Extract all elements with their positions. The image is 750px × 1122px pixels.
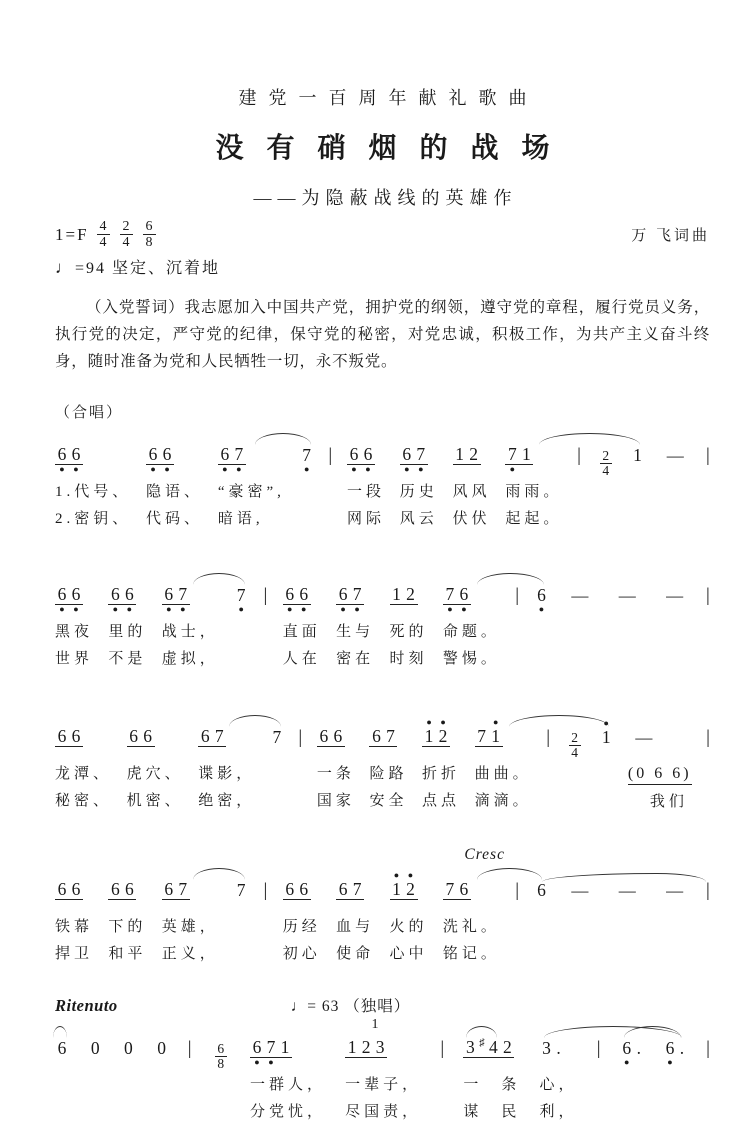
note: 7 (352, 584, 362, 604)
note: 1 (521, 444, 531, 464)
score-line-1 (55, 435, 710, 529)
note-group: 6 7 1 ● ● 一群人， 分党忧， (250, 1028, 326, 1122)
lyric-line2: 时刻 (389, 651, 428, 667)
note: . (679, 1038, 685, 1058)
note: 2 (502, 1037, 512, 1057)
ts-denominator: 4 (99, 235, 107, 250)
lyric-line2: 警惕。 (442, 651, 500, 667)
lyric-line2: 利， (539, 1104, 578, 1120)
note: 6 (363, 444, 373, 464)
note: 6 (111, 584, 120, 604)
lyric-line1: 黑夜 (55, 624, 94, 640)
lyric-line2: 我们 (649, 794, 688, 810)
note: 6 (338, 879, 348, 899)
lyric-line2: 秘密、 (55, 793, 113, 809)
ritenuto-label: Ritenuto (55, 996, 118, 1015)
note-group (540, 1028, 578, 1122)
note-group (345, 1028, 421, 1122)
lyric-line1: 直面 (282, 624, 321, 640)
lyric-line2: 不是 (108, 651, 147, 667)
rest-dash: — (666, 586, 684, 605)
lyric-line2: 暗语, (217, 511, 264, 527)
ts-denominator: 8 (145, 235, 153, 250)
note: 7 (352, 879, 362, 899)
note-group (336, 870, 374, 964)
barline: | (706, 727, 710, 748)
lyric-line1: 里的 (108, 624, 147, 640)
lyric-line2: 正义， (161, 946, 219, 962)
party-oath-paragraph: （入党誓词）我志愿加入中国共产党，拥护党的纲领，遵守党的章程，履行党员义务，执行党的决定，严守党的纪律，保守党的秘密，对党忠诚，积极工作，为共产主义奋斗终身，随时准备为党和人民牺牲一切，永不叛党。 (55, 299, 710, 370)
note: 6 (71, 584, 81, 604)
note: 2 (406, 584, 415, 604)
note: 3 (465, 1037, 475, 1057)
lyric-line2: 机密、 (126, 793, 184, 809)
lyric-line2: 滴滴。 (474, 793, 532, 809)
lyric-line1: 一条 (316, 766, 355, 782)
note: ● 2 (406, 870, 415, 899)
note: 7 (214, 726, 224, 746)
rest-dash: — (571, 881, 589, 900)
barline: | (706, 445, 710, 466)
lyric-line2: 分党忧， (249, 1104, 326, 1120)
note-group: 6 7 ● ● “豪密”, 暗语, (218, 435, 285, 529)
note: 7 (272, 727, 282, 747)
note: 6 (333, 726, 343, 746)
note: 6 (459, 584, 469, 604)
note: 3 (542, 1038, 551, 1058)
time-signature: 2 4 (596, 435, 616, 473)
lyric-line2: 虚拟， (161, 651, 219, 667)
note: 4 (488, 1037, 498, 1057)
time-signature (143, 220, 156, 249)
lyric-line2: 密在 (336, 651, 375, 667)
lyric-line1: 铁幕 (55, 919, 94, 935)
note-group (127, 717, 184, 811)
barline: | (515, 880, 520, 901)
note: ● 2 (438, 717, 448, 746)
note: 7 (234, 444, 244, 464)
barline: | (298, 727, 303, 748)
note-group: 6 ● (534, 575, 548, 613)
note-group (155, 1028, 169, 1066)
note-group (88, 1028, 102, 1066)
lyric-line1: 战士， (161, 624, 219, 640)
page-number: 1 (371, 1017, 379, 1032)
note-group (390, 575, 428, 669)
rest-dash: — (571, 586, 589, 605)
lyric-line2: 人在 (282, 651, 321, 667)
note: ♯ (479, 1037, 485, 1049)
note: 6 (338, 584, 348, 604)
note-group: 7 6 ● ● 命题。 警惕。 (443, 575, 500, 669)
note: 1 (392, 584, 401, 604)
note-group: 6 6 ● ● 黑夜 世界 (55, 575, 93, 669)
barline: | (596, 1038, 601, 1059)
note: 0 (90, 1038, 100, 1058)
score-line-2 (55, 575, 710, 669)
note: 1 (633, 445, 642, 465)
note-group: 7 ● (300, 435, 314, 473)
note: 1 (280, 1037, 290, 1057)
note: ● 1 (491, 717, 501, 746)
time-signature (97, 220, 110, 249)
note: ● 1 (424, 717, 434, 746)
lyric-line1: 历史 (399, 484, 438, 500)
lyric-line2: 谋 民 (463, 1104, 521, 1120)
lyric-line1: 龙潭、 (55, 766, 113, 782)
note: 7 (236, 585, 246, 605)
lyric-line2: 捍卫 (55, 946, 94, 962)
note: 6 (537, 585, 546, 605)
note: 7 (266, 1037, 276, 1057)
note: 6 (402, 444, 412, 464)
note: 6 (164, 879, 174, 899)
lyric-line1: 一群人， (249, 1077, 326, 1093)
note: 6 (57, 1038, 67, 1058)
note: 7 (178, 879, 188, 899)
solo-tempo-label: ♩= 63 （独唱） (290, 998, 411, 1015)
note: 6 (162, 444, 172, 464)
lyric-line1: 历经 (282, 919, 321, 935)
ts-numerator: 4 (99, 219, 107, 234)
lyric-line1: “豪密”, (217, 484, 285, 500)
song-title: 没有硝烟的战场 (215, 133, 573, 164)
note-group (162, 870, 219, 964)
note: 6 (57, 726, 67, 746)
lyric-line1: 心， (539, 1077, 578, 1093)
barline: | (706, 1038, 710, 1059)
note-group: 6 6 ● ● 隐语、 代码、 (146, 435, 203, 529)
note-group: 6 6 ● ● 里的 不是 (108, 575, 146, 669)
note: 7 (302, 445, 312, 465)
lyric-line1: 火的 (389, 919, 428, 935)
rest-dash: — (0 6 6) 我们 (627, 728, 692, 810)
note: 6 (200, 726, 210, 746)
ts-numerator: 2 (122, 219, 130, 234)
note-group: 6 6 ● ● 直面 人在 (283, 575, 321, 669)
note: . (556, 1038, 561, 1058)
lyric-line2: 起起。 (505, 511, 563, 527)
rest-dash: — (618, 586, 636, 605)
note: 6 (299, 879, 309, 899)
barline: | (705, 585, 710, 606)
note-group (55, 717, 112, 811)
lyric-line1: 一 条 (463, 1077, 521, 1093)
note-group (108, 870, 146, 964)
note: 6 (349, 444, 359, 464)
note: 6 (319, 726, 329, 746)
note-group: 6 7 ● ● 历史 风云 (400, 435, 438, 529)
note: 6 (665, 1038, 675, 1058)
note: 6 (143, 726, 152, 746)
dedication-line: 建党一百周年献礼歌曲 (238, 88, 539, 108)
score-line-4 (55, 846, 710, 964)
lyric-line2: 初心 (282, 946, 321, 962)
lyric-line2: 点点 (422, 793, 461, 809)
lyric-line1: 血与 (336, 919, 375, 935)
note: 6 (125, 879, 134, 899)
barline: | (577, 445, 581, 466)
tempo-marking (55, 255, 710, 278)
barline: | (705, 880, 710, 901)
note: 6 (57, 584, 67, 604)
time-signature (120, 220, 133, 249)
lyric-line2: 世界 (55, 651, 94, 667)
note: 0 (124, 1038, 133, 1058)
lyric-line2: 代码、 (146, 511, 204, 527)
lyric-line1: 折折 (422, 766, 461, 782)
note: 6 (285, 584, 295, 604)
chorus-label: （合唱） (55, 405, 124, 421)
note-group (390, 870, 428, 964)
note-group (422, 717, 460, 811)
lyric-line1: 风风 (452, 484, 491, 500)
lyric-line1: 死的 (389, 624, 428, 640)
score-line-3 (55, 717, 710, 812)
key-label: 1=F (55, 224, 89, 244)
note: 7 (236, 880, 246, 900)
lyric-line2: 国家 (316, 793, 355, 809)
note: 1 (455, 444, 464, 464)
note-group: 7 ● (234, 575, 248, 613)
key-signature (55, 220, 166, 249)
lyric-line1: 英雄， (161, 919, 219, 935)
lyric-line2: 使命 (336, 946, 375, 962)
note: 6 (220, 444, 230, 464)
note: 6 (71, 879, 81, 899)
barline: | (440, 1038, 445, 1059)
note: 6 (459, 879, 469, 899)
meta-row (55, 220, 710, 249)
score-line-5 (55, 996, 710, 1122)
note-group: 6 6 ● ● 一段 网际 (347, 435, 385, 529)
note: 0 (157, 1038, 166, 1058)
lyric-line1: 洗礼。 (442, 919, 500, 935)
note: 7 (445, 879, 455, 899)
song-subtitle: ——为隐蔽战线的英雄作 (253, 188, 518, 208)
note-group (453, 435, 491, 529)
note-group: 6 . ● (663, 1028, 687, 1066)
lyric-line1: 命题。 (442, 624, 500, 640)
note: 7 (507, 444, 517, 464)
note-group (283, 870, 321, 964)
lyric-line1: 生与 (336, 624, 375, 640)
lyric-line2: 心中 (389, 946, 428, 962)
lyric-line2: 伏伏 (452, 511, 491, 527)
note-group: 7 1 ● 雨雨。 起起。 (505, 435, 562, 529)
note: ● 1 (601, 718, 611, 747)
lyric-line2: 风云 (399, 511, 438, 527)
lyric-line1: 隐语、 (146, 484, 204, 500)
note: 6 (285, 879, 295, 899)
composer-credit: 万 飞词曲 (631, 228, 710, 244)
note: 7 (445, 584, 455, 604)
note: 7 (416, 444, 426, 464)
lyric-line1: 谍影， (198, 766, 256, 782)
note-group (121, 1028, 135, 1066)
note: 6 (129, 726, 138, 746)
note: 6 (148, 444, 158, 464)
note-group (475, 717, 532, 811)
note: 7 (386, 726, 395, 746)
barline: | (263, 880, 268, 901)
note: 6 (57, 444, 67, 464)
time-signature: 2 4 (565, 717, 585, 755)
note-group (443, 870, 500, 964)
lyric-line2: 网际 (347, 511, 386, 527)
barline: | (546, 727, 551, 748)
note: 6 (252, 1037, 262, 1057)
note: 7 (477, 726, 487, 746)
ts-denominator: 4 (122, 235, 130, 250)
note: 6 (622, 1038, 632, 1058)
lyric-line1: 下的 (108, 919, 147, 935)
lyric-line1: 险路 (369, 766, 408, 782)
score (55, 401, 710, 1122)
lyric-line1: 一辈子， (345, 1077, 422, 1093)
inline-notes-annotation: (0 6 6) (628, 764, 692, 785)
note: . (636, 1038, 641, 1058)
note: 7 (178, 584, 188, 604)
barline: | (187, 1038, 192, 1059)
lyric-line1: 曲曲。 (474, 766, 532, 782)
note-group: 6 7 ● ● 生与 密在 (336, 575, 374, 669)
lyric-line2: 绝密， (198, 793, 256, 809)
note-group (317, 717, 355, 811)
rest-dash: — (618, 881, 636, 900)
barline: | (515, 585, 520, 606)
note-group (463, 1028, 520, 1122)
tempo-text: =94 坚定、沉着地 (75, 260, 221, 277)
note: 6 (125, 584, 134, 604)
note-group (369, 717, 407, 811)
note: 6 (164, 584, 174, 604)
note: 6 (57, 879, 67, 899)
note: 3 (375, 1037, 385, 1057)
barline: | (263, 585, 268, 606)
note: 2 (361, 1037, 371, 1057)
note-group: 6 7 ● ● 战士， 虚拟， (162, 575, 219, 669)
ts-numerator: 6 (145, 219, 153, 234)
lyric-line2: 2.密钥、 (55, 511, 132, 527)
note: 6 (71, 444, 81, 464)
lyric-line1: 1.代号、 (55, 484, 132, 500)
note-group (55, 870, 93, 964)
note: 6 (372, 726, 381, 746)
lyric-line1: 虎穴、 (126, 766, 184, 782)
lyric-line2: 铭记。 (442, 946, 500, 962)
rest-dash: — (666, 446, 684, 465)
rest-dash: — (666, 881, 684, 900)
note: 2 (469, 444, 478, 464)
note-group: 6 . ● (620, 1028, 644, 1066)
cresc-label: Cresc (464, 846, 505, 863)
barline: | (328, 445, 333, 466)
note: 6 (537, 880, 546, 900)
lyric-line1: 雨雨。 (505, 484, 563, 500)
time-signature: 6 8 (211, 1028, 231, 1066)
lyric-line2: 尽国责， (345, 1104, 422, 1120)
note: 6 (299, 584, 309, 604)
note: 6 (111, 879, 120, 899)
note: ● 1 (392, 870, 401, 899)
note-group (198, 717, 255, 811)
note-group: 6 6 ● ● 1.代号、 2.密钥、 (55, 435, 131, 529)
note: 1 (347, 1037, 357, 1057)
quarter-note-icon: ♩ (55, 258, 74, 277)
lyric-line2: 安全 (369, 793, 408, 809)
lyric-line2: 和平 (108, 946, 147, 962)
note: 6 (71, 726, 81, 746)
lyric-line1: 一段 (347, 484, 386, 500)
